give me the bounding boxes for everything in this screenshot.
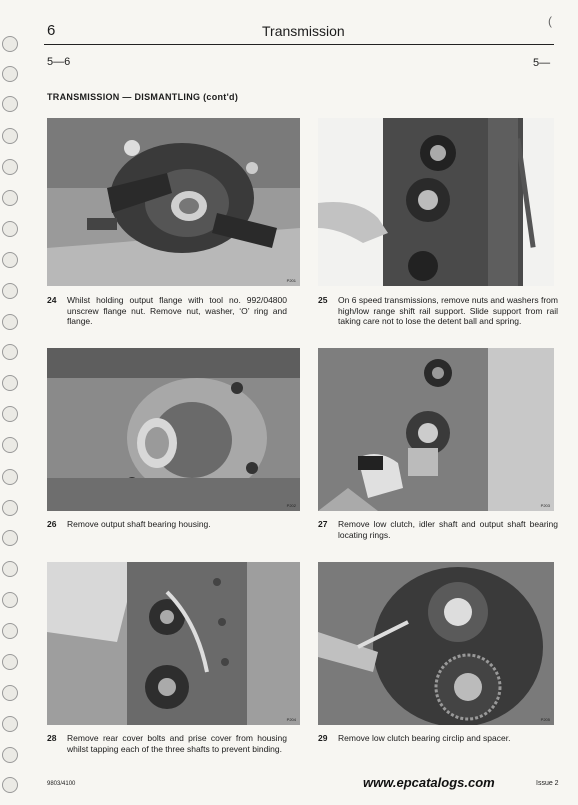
page-title: Transmission [262,23,345,39]
binder-hole [2,36,18,52]
binder-hole [2,252,18,268]
header-rule [44,44,554,45]
step-number: 24 [47,295,57,305]
figure-24-photo [47,118,300,286]
figure-code: P201 [286,278,296,283]
figure-29-photo [318,562,554,725]
binder-hole [2,716,18,732]
corner-bracket: ( [548,14,552,28]
step-text: On 6 speed transmissions, remove nuts and washers from high/low range shift rail support. Slide support from rail taking care not to lose the detent ball and spring. [338,295,558,326]
binder-hole [2,375,18,391]
binder-hole [2,159,18,175]
binder-hole [2,128,18,144]
binder-hole [2,777,18,793]
figure-27-photo [318,348,554,511]
binder-hole [2,96,18,112]
figure-28-caption [47,733,287,754]
binder-hole [2,530,18,546]
figure-27-caption [318,519,558,540]
step-text: Remove low clutch, idler shaft and output shaft bearing locating rings. [338,519,558,540]
binder-hole [2,747,18,763]
binder-hole [2,344,18,360]
binder-hole [2,469,18,485]
binder-hole [2,561,18,577]
step-number: 28 [47,733,57,743]
step-number: 25 [318,295,328,305]
binder-hole [2,314,18,330]
figure-code: P202 [286,503,296,508]
binder-holes [2,14,18,794]
step-text: Remove low clutch bearing circlip and spacer. [338,733,511,743]
figure-code: P205 [540,717,550,722]
binder-hole [2,283,18,299]
figure-28-photo [47,562,300,725]
page-number: 6 [47,22,56,39]
binder-hole [2,685,18,701]
figure-29-caption [318,733,558,744]
binder-hole [2,221,18,237]
binder-hole [2,654,18,670]
binder-hole [2,500,18,516]
binder-hole [2,592,18,608]
figure-26-caption [47,519,287,530]
section-heading: TRANSMISSION — DISMANTLING (cont'd) [47,92,239,102]
binder-hole [2,437,18,453]
figure-code: P203 [540,503,550,508]
binder-hole [2,66,18,82]
step-text: Whilst holding output flange with tool no. 992/04800 unscrew flange nut. Remove nut, washer, ‘O’ ring and flange. [67,295,287,326]
section-number-right: 5— [533,57,551,69]
step-number: 29 [318,733,328,743]
step-number: 27 [318,519,328,529]
figure-24-caption [47,295,287,327]
issue-label: Issue 2 [536,780,559,787]
figure-code: P204 [286,717,296,722]
step-text: Remove rear cover bolts and prise cover from housing whilst tapping each of the three shafts to prevent binding. [67,733,287,754]
document-code: 9803/4100 [47,781,76,787]
figure-25-photo [318,118,554,286]
step-number: 26 [47,519,57,529]
binder-hole [2,623,18,639]
figure-25-caption [318,295,558,327]
figure-26-photo [47,348,300,511]
website-watermark: www.epcatalogs.com [363,775,495,790]
step-text: Remove output shaft bearing housing. [67,519,211,529]
binder-hole [2,406,18,422]
binder-hole [2,190,18,206]
section-number-left: 5—6 [47,56,71,68]
